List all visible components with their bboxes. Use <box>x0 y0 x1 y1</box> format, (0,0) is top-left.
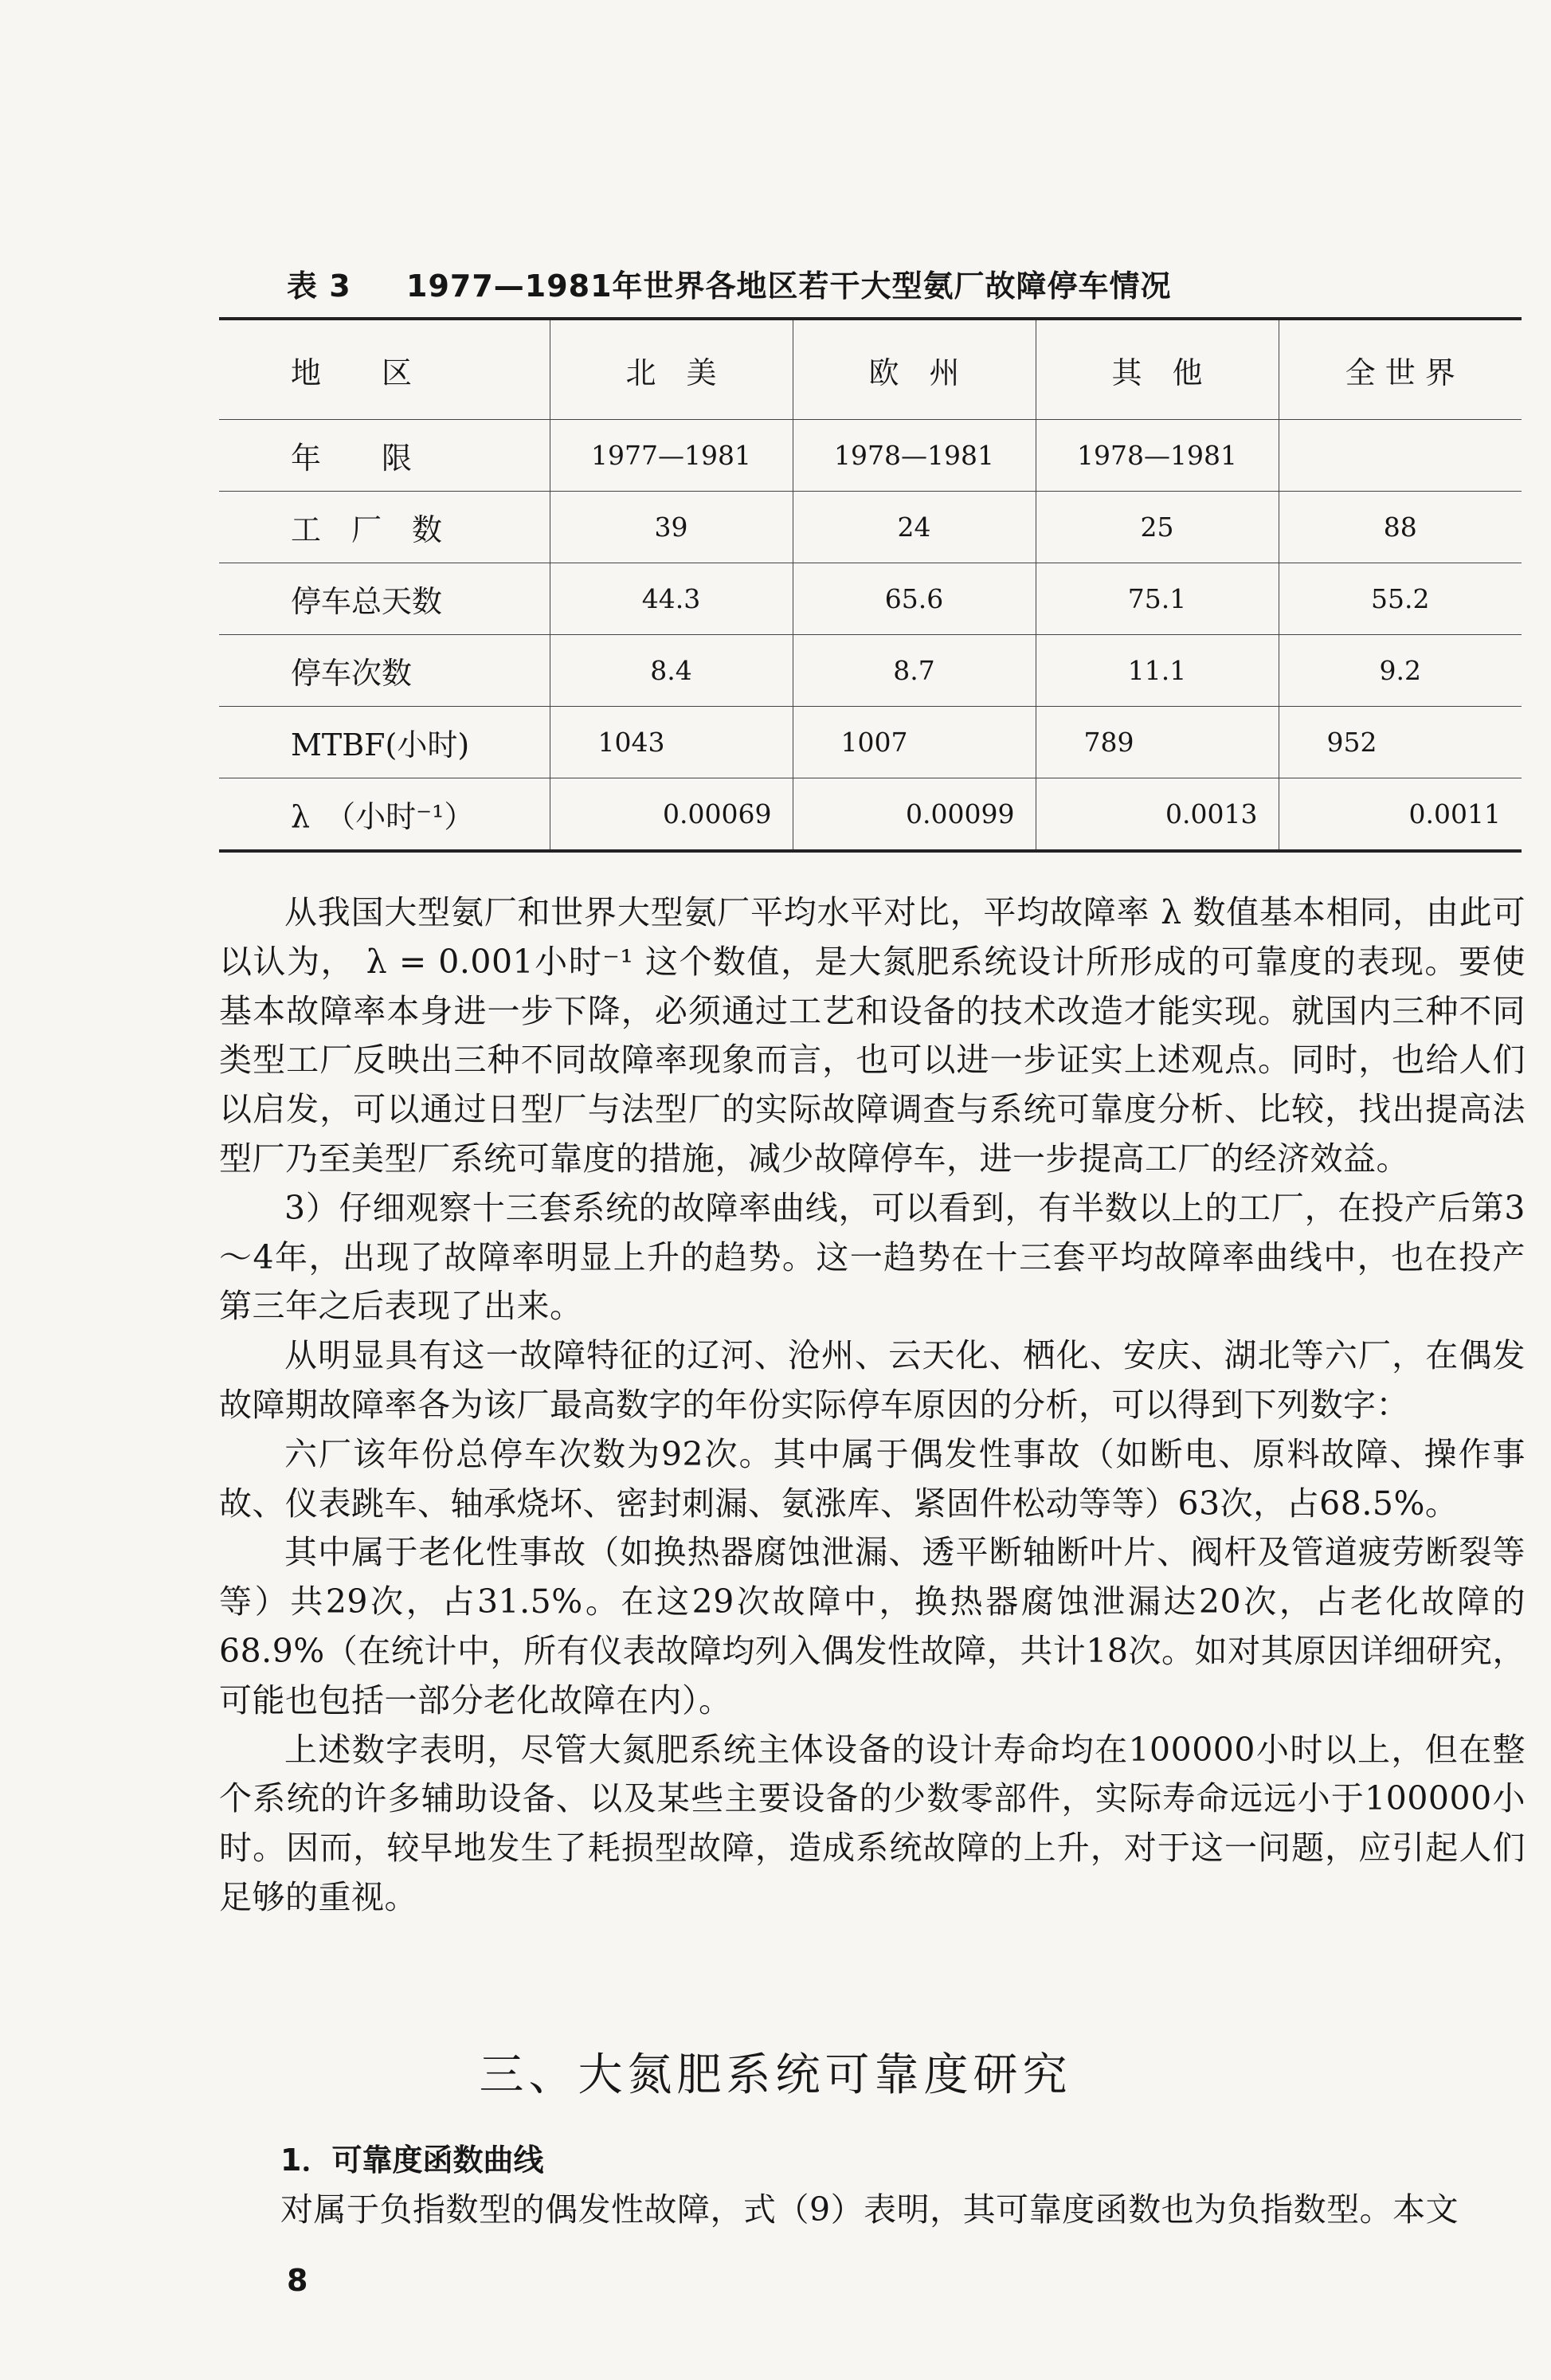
page-number: 8 <box>287 2263 308 2298</box>
header-cell: 全 世 界 <box>1279 320 1522 420</box>
table-cell: 44.3 <box>550 563 793 635</box>
row-label: 停车总天数 <box>219 563 550 635</box>
table-cell: 55.2 <box>1279 563 1522 635</box>
table-cell: 789 <box>1036 707 1279 778</box>
table-cell: 0.0011 <box>1279 778 1522 850</box>
table-cell: 24 <box>793 492 1036 563</box>
subheading: 1．可靠度函数曲线 <box>280 2143 544 2178</box>
paragraph: 对属于负指数型的偶发性故障，式（9）表明，其可靠度函数也为负指数型。本文 <box>280 2190 1459 2229</box>
table-cell: 0.0013 <box>1036 778 1279 850</box>
paragraph: 其中属于老化性事故（如换热器腐蚀泄漏、透平断轴断叶片、阀杆及管道疲劳断裂等等）共29次，占31.5%。在这29次故障中，换热器腐蚀泄漏达20次，占老化故障的68.9%（在统计中，所有仪表故障均列入偶发性故障，共计18次。如对其原因详细研究，可能也包括一部分老化故障在内）。 <box>219 1533 1526 1719</box>
table-cell: 1977—1981 <box>550 420 793 492</box>
header-cell: 地 区 <box>291 355 413 390</box>
paragraph: 六厂该年份总停车次数为92次。其中属于偶发性事故（如断电、原料故障、操作事故、仪表跳车、轴承烧坏、密封刺漏、氨涨库、紧固件松动等等）63次，占68.5%。 <box>219 1434 1526 1523</box>
table-cell: 1978—1981 <box>1036 420 1279 492</box>
paragraph: 3）仔细观察十三套系统的故障率曲线，可以看到，有半数以上的工厂，在投产后第3～4年，出现了故障率明显上升的趋势。这一趋势在十三套平均故障率曲线中，也在投产第三年之后表现了出来。 <box>219 1188 1526 1326</box>
table-row <box>219 492 1522 563</box>
paragraph: 从明显具有这一故障特征的辽河、沧州、云天化、栖化、安庆、湖北等六厂，在偶发故障期故障率各为该厂最高数字的年份实际停车原因的分析，可以得到下列数字： <box>219 1336 1526 1424</box>
table-cell: 11.1 <box>1036 635 1279 707</box>
table-row <box>219 778 1522 850</box>
body-text <box>219 888 1526 1923</box>
table-cell: 1043 <box>550 707 793 778</box>
table-cell: 75.1 <box>1036 563 1279 635</box>
row-label: 工 厂 数 <box>219 492 550 563</box>
table-row <box>219 707 1522 778</box>
table-cell: 8.4 <box>550 635 793 707</box>
table-cell: 1007 <box>793 707 1036 778</box>
table-cell: 39 <box>550 492 793 563</box>
row-label: λ （小时⁻¹） <box>219 778 550 850</box>
table-row <box>219 635 1522 707</box>
table-row <box>219 420 1522 492</box>
table-cell: 25 <box>1036 492 1279 563</box>
table-number: 表 3 <box>287 269 351 304</box>
table-cell <box>1279 420 1522 492</box>
table-cell: 88 <box>1279 492 1522 563</box>
header-cell: 其 他 <box>1036 320 1279 420</box>
table-cell: 1978—1981 <box>793 420 1036 492</box>
paragraph: 从我国大型氨厂和世界大型氨厂平均水平对比，平均故障率 λ 数值基本相同，由此可以认为， λ = 0.001小时⁻¹ 这个数值，是大氮肥系统设计所形成的可靠度的表现。要使基本故障率本身进一步下降，必须通过工艺和设备的技术改造才能实现。就国内三种不同类型工厂反映出三种不同故障率现象而言，也可以进一步证实上述观点。同时，也给人们以启发，可以通过日型厂与法型厂的实际故障调查与系统可靠度分析、比较，找出提高法型厂乃至美型厂系统可靠度的措施，减少故障停车，进一步提高工厂的经济效益。 <box>219 893 1526 1178</box>
table-row <box>219 563 1522 635</box>
row-label: 停车次数 <box>219 635 550 707</box>
table-cell: 9.2 <box>1279 635 1522 707</box>
table-title: 1977—1981年世界各地区若干大型氨厂故障停车情况 <box>406 269 1172 304</box>
header-cell: 北 美 <box>550 320 793 420</box>
row-label: 年 限 <box>219 420 550 492</box>
table-header-row <box>219 320 1522 420</box>
section-title: 三、大氮肥系统可靠度研究 <box>479 2049 1072 2101</box>
data-table <box>219 317 1522 853</box>
table-caption <box>287 261 1172 305</box>
table-cell: 0.00069 <box>550 778 793 850</box>
table-cell: 8.7 <box>793 635 1036 707</box>
paragraph: 上述数字表明，尽管大氮肥系统主体设备的设计寿命均在100000小时以上，但在整个系统的许多辅助设备、以及某些主要设备的少数零部件，实际寿命远远小于100000小时。因而，较早地发生了耗损型故障，造成系统故障的上升，对于这一问题，应引起人们足够的重视。 <box>219 1730 1526 1916</box>
table-cell: 0.00099 <box>793 778 1036 850</box>
header-cell: 欧 州 <box>793 320 1036 420</box>
row-label: MTBF(小时) <box>219 707 550 778</box>
table-cell: 65.6 <box>793 563 1036 635</box>
table-cell: 952 <box>1279 707 1522 778</box>
